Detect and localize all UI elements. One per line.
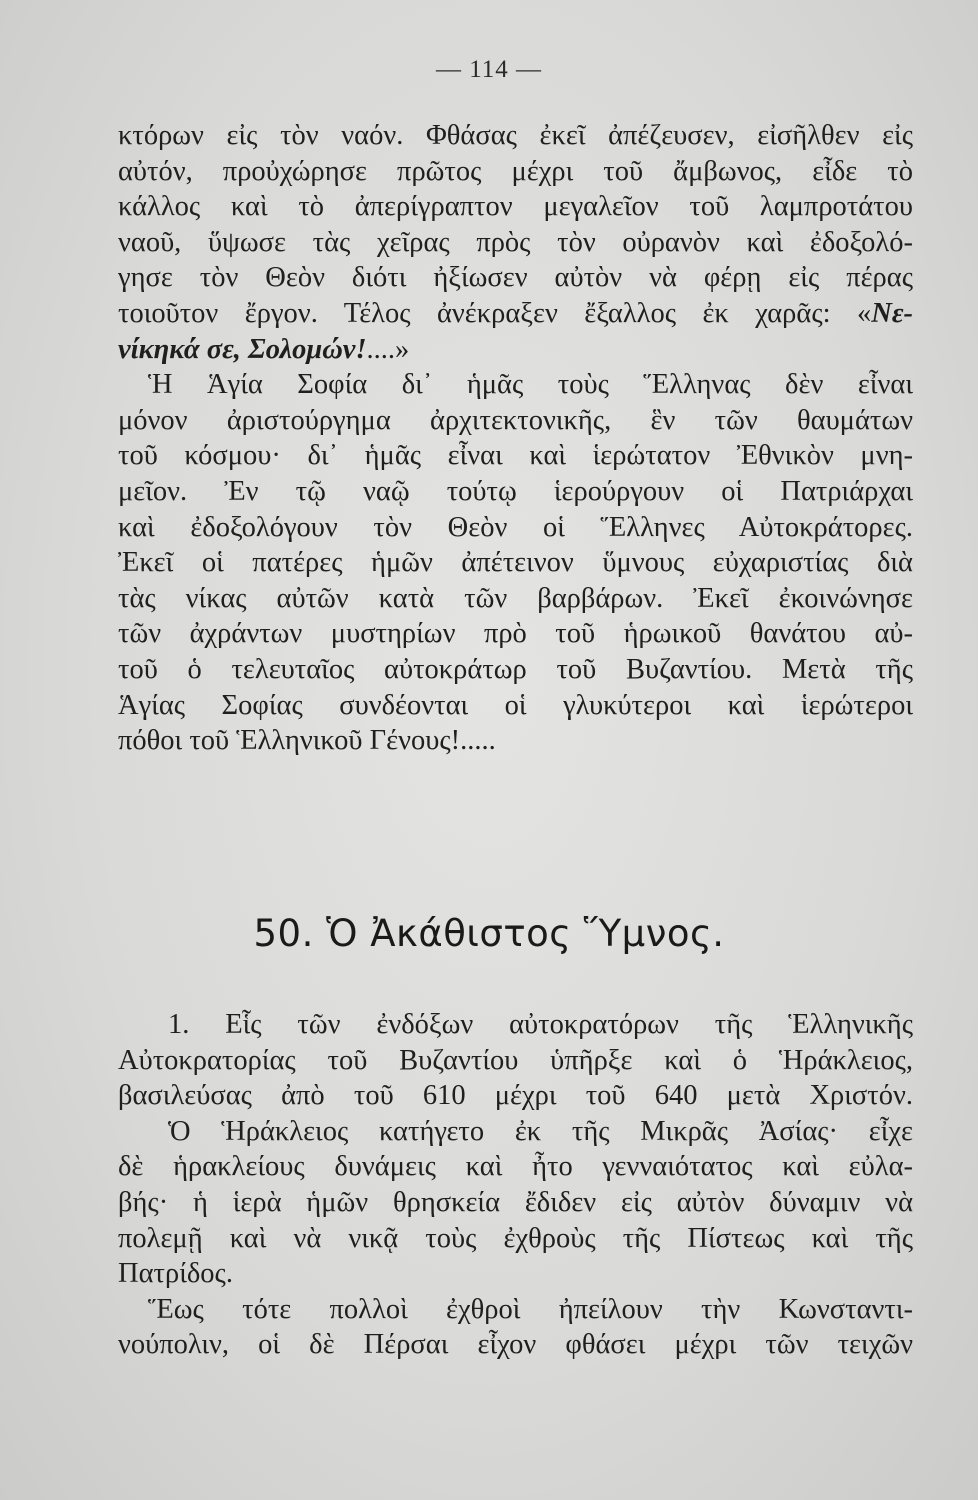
text-span: τοιοῦτον ἔργον. Τέλος ἀνέκραξεν ἔξαλλος ἐκ χαρᾶς: « bbox=[118, 297, 872, 329]
page-number: — 114 — bbox=[435, 56, 543, 83]
text-line: μεῖον. Ἐν τῷ ναῷ τούτῳ ἱερούργουν οἱ Πατριάρχαι bbox=[118, 475, 913, 507]
text-line: Ὁ Ἡράκλειος κατήγετο ἐκ τῆς Μικρᾶς Ἀσίας· εἶχε bbox=[168, 1115, 913, 1147]
text-line: μόνον ἀριστούργημα ἀρχιτεκτονικῆς, ἓν τῶν θαυμάτων bbox=[118, 404, 913, 436]
text-line bbox=[118, 296, 913, 332]
text-line: Ἁγίας Σοφίας συνδέονται οἱ γλυκύτεροι καὶ ἱερώτεροι bbox=[118, 689, 913, 721]
quote-emphasis: Νε- bbox=[871, 297, 913, 329]
text-line: Ἕως τότε πολλοὶ ἐχθροὶ ἠπείλουν τὴν Κωνσταντι- bbox=[148, 1293, 913, 1325]
section-heading: 50. Ὁ Ἀκάθιστος Ὕμνος. bbox=[253, 912, 725, 955]
text-line: κάλλος καὶ τὸ ἀπερίγραπτον μεγαλεῖον τοῦ λαμπροτάτου bbox=[118, 191, 913, 223]
text-line: Ἐκεῖ οἱ πατέρες ἡμῶν ἀπέτεινον ὕμνους εὐχαριστίας διὰ bbox=[118, 547, 913, 579]
quote-emphasis: νίκηκά σε, Σολομών! bbox=[118, 333, 367, 365]
text-line: τοῦ κόσμου· δι᾽ ἡμᾶς εἶναι καὶ ἱερώτατον Ἐθνικὸν μνη- bbox=[118, 440, 913, 472]
text-line: Πατρίδος. bbox=[118, 1258, 233, 1290]
text-line: δὲ ἡρακλείους δυνάμεις καὶ ἦτο γενναιότατος καὶ εὐλα- bbox=[118, 1151, 913, 1183]
text-line: βασιλεύσας ἀπὸ τοῦ 610 μέχρι τοῦ 640 μετὰ Χριστόν. bbox=[118, 1080, 913, 1112]
text-line: Αὐτοκρατορίας τοῦ Βυζαντίου ὑπῆρξε καὶ ὁ Ἡράκλειος, bbox=[118, 1044, 913, 1076]
text-line: 1. Εἷς τῶν ἐνδόξων αὐτοκρατόρων τῆς Ἑλληνικῆς bbox=[168, 1009, 913, 1040]
text-line: αὐτόν, προὐχώρησε πρῶτος μέχρι τοῦ ἄμβωνος, εἶδε τὸ bbox=[118, 155, 913, 187]
text-line bbox=[118, 332, 913, 368]
text-line: Ἡ Ἁγία Σοφία δι᾽ ἡμᾶς τοὺς Ἕλληνας δὲν εἶναι bbox=[148, 369, 913, 401]
text-line: βής· ἡ ἱερὰ ἡμῶν θρησκεία ἔδιδεν εἰς αὐτὸν δύναμιν νὰ bbox=[118, 1186, 913, 1218]
text-line: καὶ ἐδοξολόγουν τὸν Θεὸν οἱ Ἕλληνες Αὐτοκράτορες. bbox=[118, 511, 913, 543]
text-line: τοῦ ὁ τελευταῖος αὐτοκράτωρ τοῦ Βυζαντίου. Μετὰ τῆς bbox=[118, 653, 913, 685]
text-line: πόθοι τοῦ Ἑλληνικοῦ Γένους!..... bbox=[118, 725, 496, 757]
text-line: ναοῦ, ὕψωσε τὰς χεῖρας πρὸς τὸν οὐρανὸν καὶ ἐδοξολό- bbox=[118, 226, 913, 258]
paragraph-block-2 bbox=[118, 1007, 913, 1363]
text-span: ....» bbox=[366, 333, 410, 365]
text-line: τὰς νίκας αὐτῶν κατὰ τῶν βαρβάρων. Ἐκεῖ ἐκοινώνησε bbox=[118, 582, 913, 614]
text-line: τῶν ἀχράντων μυστηρίων πρὸ τοῦ ἡρωικοῦ θανάτου αὐ- bbox=[118, 618, 913, 650]
paragraph-block-1 bbox=[118, 118, 913, 759]
text-line: γησε τὸν Θεὸν διότι ἠξίωσεν αὐτὸν νὰ φέρῃ εἰς πέρας bbox=[118, 262, 913, 294]
text-line: νούπολιν, οἱ δὲ Πέρσαι εἶχον φθάσει μέχρι τῶν τειχῶν bbox=[118, 1329, 913, 1361]
text-line: κτόρων εἰς τὸν ναόν. Φθάσας ἐκεῖ ἀπέζευσεν, εἰσῆλθεν εἰς bbox=[118, 120, 913, 151]
text-line: πολεμῇ καὶ νὰ νικᾷ τοὺς ἐχθροὺς τῆς Πίστεως καὶ τῆς bbox=[118, 1222, 913, 1254]
